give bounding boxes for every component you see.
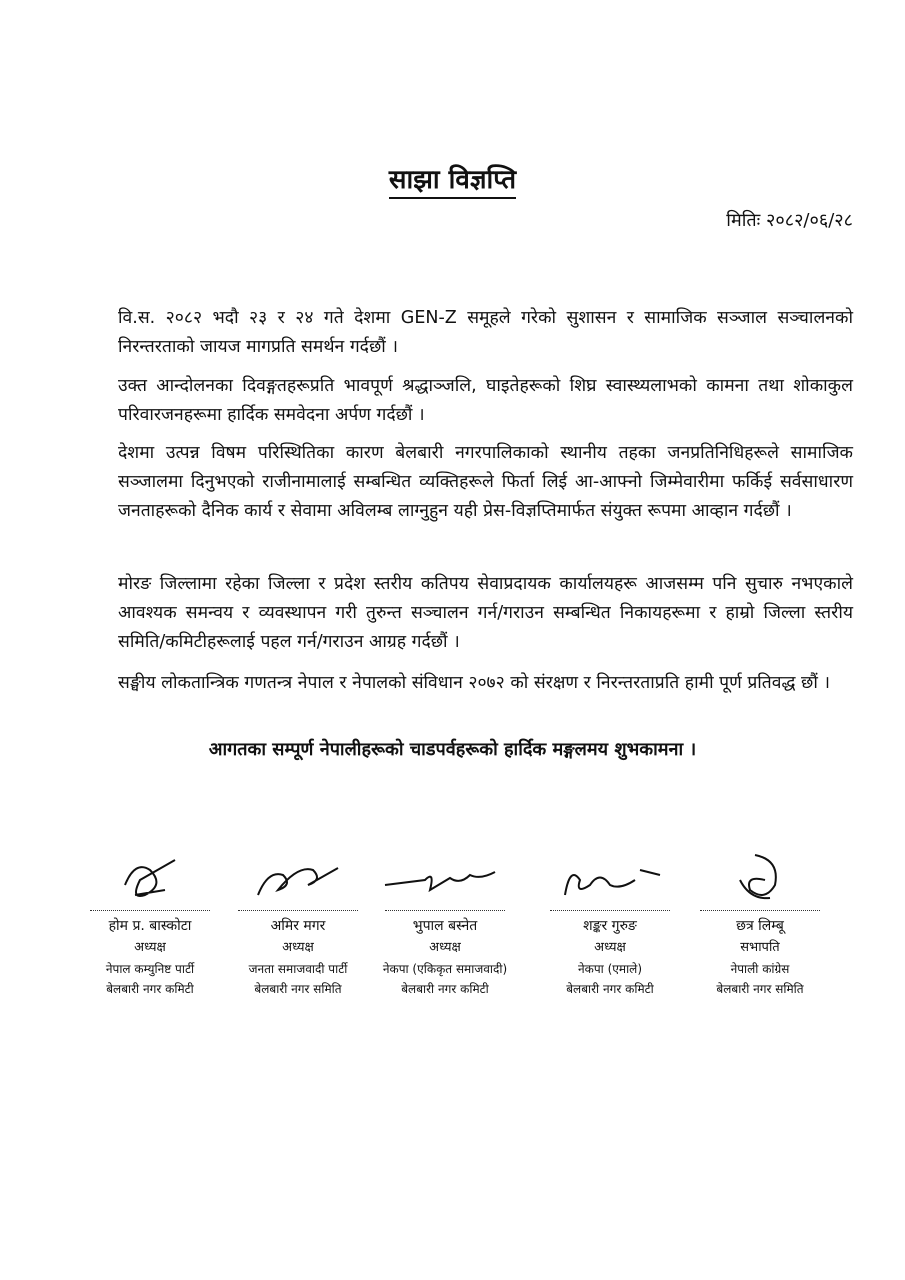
paragraph-4: मोरङ जिल्लामा रहेका जिल्ला र प्रदेश स्तरीय कतिपय सेवाप्रदायक कार्यालयहरू आजसम्म पनि सुचारु नभएकाले आवश्यक समन्वय र व्यवस्थापन गरी तुरुन्त सञ्चालन गर्न/गराउन सम्बन्धित निकायहरूमा र हाम्रो जिल्ला स्तरीय समिति/कमिटीहरूलाई पहल गर्न/गराउन आग्रह गर्दछौं ।: [118, 574, 853, 652]
signatory-committee: बेलबारी नगर कमिटी: [566, 982, 654, 996]
paragraph-2: उक्त आन्दोलनका दिवङ्गतहरूप्रति भावपूर्ण श्रद्धाञ्जलि, घाइतेहरूको शिघ्र स्वास्थ्यलाभको कामना तथा शोकाकुल परिवारजनहरूमा हार्दिक समवेदना अर्पण गर्दछौं ।: [118, 376, 853, 425]
signatory-org: नेकपा (एमाले): [577, 962, 643, 976]
signatory-role: सभापति: [740, 940, 780, 955]
signature-mark: [95, 840, 205, 910]
signatory-name: होम प्र. बास्कोटा: [108, 918, 192, 934]
document-title: साझा विज्ञप्ति: [0, 160, 905, 196]
signatory-name: छत्र लिम्बू: [736, 918, 784, 934]
paragraph-3: देशमा उत्पन्न विषम परिस्थितिका कारण बेलबारी नगरपालिकाको स्थानीय तहका जनप्रतिनिधिहरूले सामाजिक सञ्जालमा दिनुभएको राजीनामालाई सम्बन्धित व्यक्तिहरूले फिर्ता लिई आ-आफ्नो जिम्मेवारीमा फर्किई सर्वसाधारण जनताहरूको दैनिक कार्य र सेवामा अविलम्ब लाग्नुहुन यही प्रेस-विज्ञप्तिमार्फत संयुक्त रूपमा आव्हान गर्दछौं ।: [118, 443, 853, 521]
signatory-name: भुपाल बस्नेत: [412, 918, 478, 934]
signatory-role: अध्यक्ष: [594, 940, 626, 955]
signatory-org: नेपाल कम्युनिष्ट पार्टी: [105, 962, 195, 976]
signature-mark: [375, 840, 515, 910]
signatory-committee: बेलबारी नगर समिति: [716, 982, 804, 996]
signature-mark: [238, 840, 358, 910]
signatory-committee: बेलबारी नगर कमिटी: [106, 982, 194, 996]
signatory-name: शङ्कर गुरुङ: [583, 918, 637, 934]
signatory-name: अमिर मगर: [270, 918, 326, 934]
signature-block: [218, 840, 378, 999]
signatory-role: अध्यक्ष: [282, 940, 314, 955]
paragraph-5: सङ्घीय लोकतान्त्रिक गणतन्त्र नेपाल र नेपालको संविधान २०७२ को संरक्षण र निरन्तरताप्रति हामी पूर्ण प्रतिवद्ध छौं ।: [118, 673, 831, 693]
signatory-role: अध्यक्ष: [429, 940, 461, 955]
document-date: मितिः २०८२/०६/२८: [726, 210, 853, 231]
signatory-role: अध्यक्ष: [134, 940, 166, 955]
signatory-org: नेपाली कांग्रेस: [730, 962, 790, 976]
signatory-org: नेकपा (एकिकृत समाजवादी): [382, 962, 508, 976]
signature-block: [365, 840, 525, 999]
signatory-committee: बेलबारी नगर समिति: [254, 982, 342, 996]
paragraph-1: वि.स. २०८२ भदौ २३ र २४ गते देशमा GEN-Z समूहले गरेको सुशासन र सामाजिक सञ्जाल सञ्चालनको निरन्तरताको जायज मागप्रति समर्थन गर्दछौं ।: [118, 308, 853, 357]
signature-mark: [540, 840, 680, 910]
signature-mark: [710, 840, 810, 910]
greeting: आगतका सम्पूर्ण नेपालीहरूको चाडपर्वहरूको हार्दिक मङ्गलमय शुभकामना ।: [208, 739, 697, 760]
signature-block: [70, 840, 230, 999]
signature-block: [530, 840, 690, 999]
signatory-committee: बेलबारी नगर कमिटी: [401, 982, 489, 996]
signature-block: [680, 840, 840, 999]
signatory-org: जनता समाजवादी पार्टी: [248, 962, 348, 976]
